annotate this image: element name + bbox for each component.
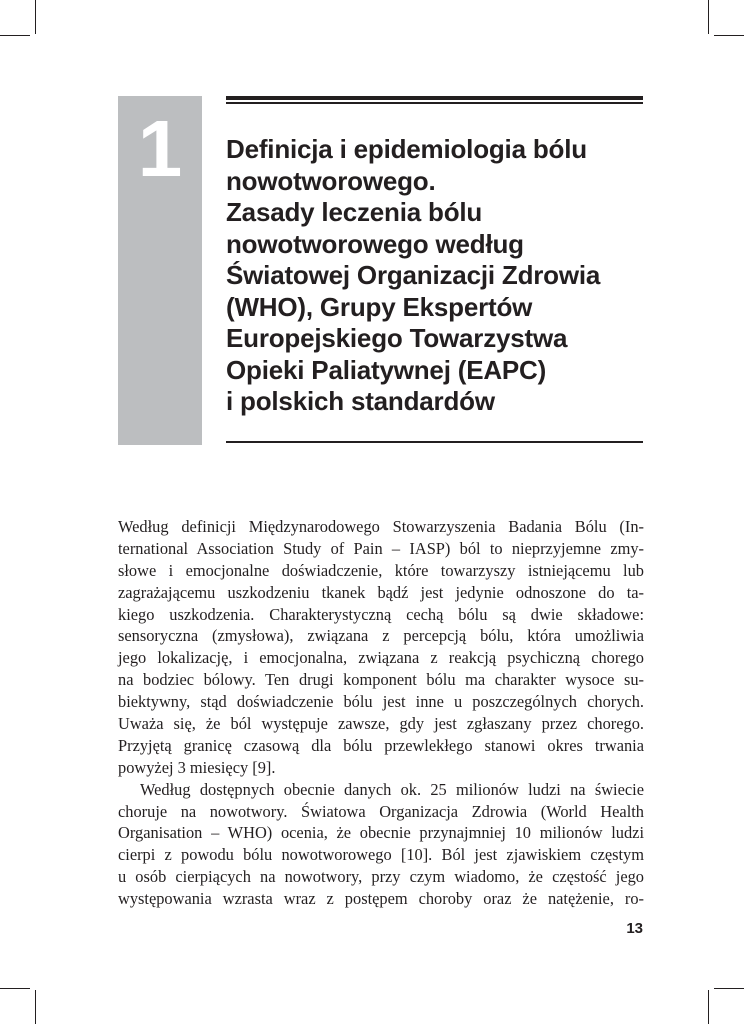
text-line: Organisation – WHO) ocenia, że obecnie przynajmniej 10 milionów ludzi <box>118 823 644 843</box>
header-rule-thick <box>226 96 643 100</box>
crop-mark-right-top <box>714 35 744 36</box>
body-text <box>118 516 644 910</box>
text-line: kiego uszkodzenia. Charakterystyczną cechą bólu są dwie składowe: <box>118 604 644 624</box>
text-line: sensoryczna (zmysłowa), związana z percepcją bólu, która umożliwia <box>118 626 644 646</box>
text-line: słowe i emocjonalne doświadczenie, które towarzyszy istniejącemu lub <box>118 560 644 580</box>
title-line: nowotworowego według <box>226 228 524 259</box>
chapter-number-box <box>118 96 202 445</box>
crop-mark-top-right <box>708 0 709 34</box>
text-line: Uważa się, że ból występuje zawsze, gdy jest zgłaszany przez chorego. <box>118 714 644 734</box>
title-line: Europejskiego Towarzystwa <box>226 323 568 353</box>
title-line: Definicja i epidemiologia bólu <box>226 134 587 164</box>
text-line: Według dostępnych obecnie danych ok. 25 milionów ludzi na świecie <box>140 779 644 799</box>
text-line: powyżej 3 miesięcy [9]. <box>118 757 276 777</box>
text-line: u osób cierpiących na nowotwory, przy czym wiadomo, że częstość jego <box>118 867 644 887</box>
text-line: występowania wzrasta wraz z postępem choroby oraz że natężenie, ro- <box>118 889 644 909</box>
header-rule-bottom <box>226 441 643 443</box>
crop-mark-bottom-right <box>708 990 709 1024</box>
title-line: i polskich standardów <box>226 386 495 416</box>
title-line: nowotworowego. <box>226 165 436 196</box>
chapter-title <box>226 134 646 418</box>
text-line: cierpi z powodu bólu nowotworowego [10]. Ból jest zjawiskiem częstym <box>118 845 644 865</box>
crop-mark-top-left <box>35 0 36 34</box>
page-number: 13 <box>626 920 643 937</box>
crop-mark-bottom-left <box>35 990 36 1024</box>
crop-mark-right-bottom <box>714 988 744 989</box>
title-line: Zasady leczenia bólu <box>226 197 483 227</box>
paragraph-1 <box>118 516 644 779</box>
header-rule-thin <box>226 102 643 104</box>
title-line: Opieki Paliatywnej (EAPC) <box>226 354 547 385</box>
title-line: (WHO), Grupy Ekspertów <box>226 291 533 322</box>
text-line: zagrażającemu uszkodzeniu tkanek bądź jest jedynie odnoszone do ta- <box>118 582 644 602</box>
crop-mark-left-bottom <box>0 988 30 989</box>
text-line: Przyjętą granicę czasową dla bólu przewlekłego stanowi okres trwania <box>118 735 644 755</box>
paragraph-2 <box>118 779 644 910</box>
text-line: Według definicji Międzynarodowego Stowarzyszenia Badania Bólu (In- <box>118 517 644 536</box>
text-line: na bodziec bólowy. Ten drugi komponent bólu ma charakter wysoce su- <box>118 670 644 690</box>
crop-mark-left-top <box>0 35 30 36</box>
text-line: jego lokalizację, i emocjonalna, związana z reakcją psychiczną chorego <box>118 648 644 668</box>
text-line: choruje na nowotwory. Światowa Organizacja Zdrowia (World Health <box>118 801 644 821</box>
text-line: ternational Association Study of Pain – IASP) ból to nieprzyjemne zmy- <box>118 538 644 558</box>
title-line: Światowej Organizacji Zdrowia <box>226 260 601 290</box>
text-line: biektywny, stąd doświadczenie bólu jest inne u poszczególnych chorych. <box>118 692 644 712</box>
chapter-number: 1 <box>137 104 183 193</box>
